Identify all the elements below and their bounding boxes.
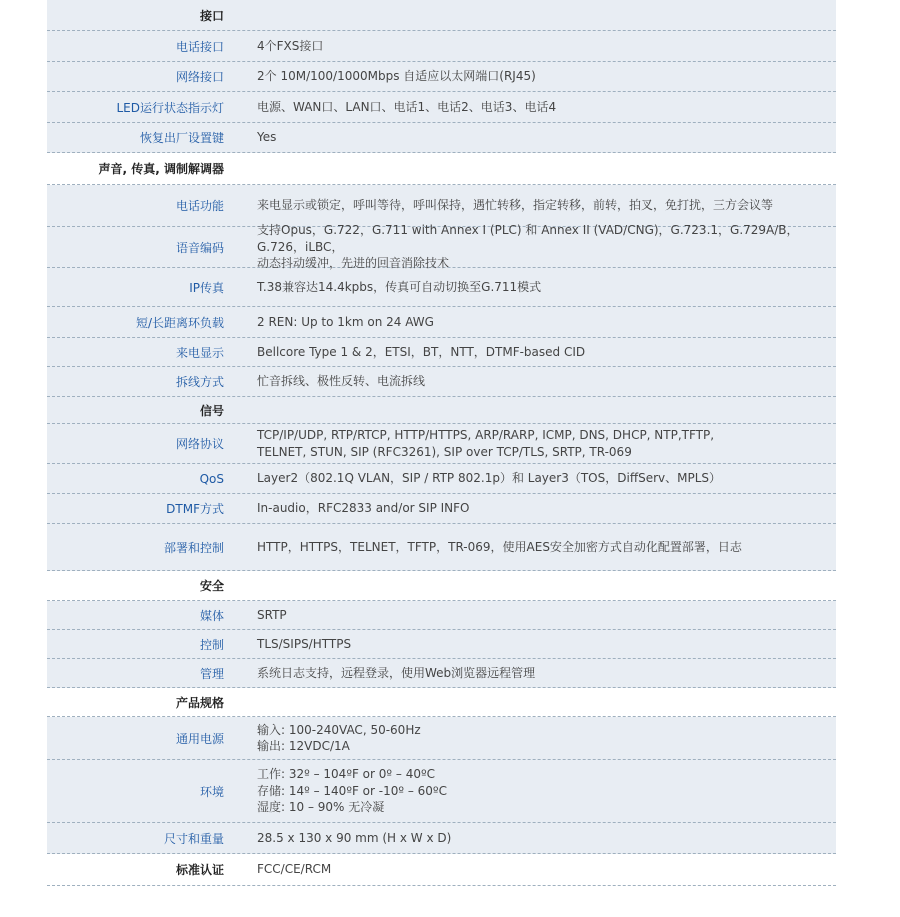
spec-value-line: TLS/SIPS/HTTPS [257, 636, 352, 651]
spec-value-line: T.38兼容达14.4kpbs，传真可自动切换至G.711模式 [257, 279, 542, 294]
spec-row [47, 717, 836, 760]
section-row [47, 0, 836, 31]
section-heading: 声音, 传真, 调制解调器 [98, 162, 224, 176]
spec-value [257, 373, 833, 390]
spec-value [257, 279, 833, 296]
spec-value-line: 28.5 x 130 x 90 mm (H x W x D) [257, 830, 452, 845]
spec-value [257, 99, 833, 116]
spec-label: QoS [199, 471, 224, 486]
spec-row [47, 185, 836, 227]
spec-label: 环境 [199, 784, 224, 799]
spec-value-line: 系统日志支持，远程登录，使用Web浏览器远程管理 [257, 665, 536, 680]
spec-label: 来电显示 [175, 345, 224, 360]
spec-row [47, 268, 836, 307]
section-row [47, 854, 836, 886]
section-heading: 产品规格 [175, 695, 224, 710]
spec-value [257, 861, 833, 878]
spec-value [257, 38, 833, 55]
spec-label: 管理 [199, 666, 224, 681]
spec-label: 部署和控制 [163, 540, 224, 555]
spec-label: 电话接口 [175, 39, 224, 54]
spec-label: 通用电源 [175, 731, 224, 746]
spec-value-line: 2个 10M/100/1000Mbps 自适应以太网端口(RJ45) [257, 69, 536, 84]
spec-table [47, 0, 836, 886]
spec-row [47, 424, 836, 464]
spec-value-line: 输入: 100-240VAC, 50-60Hz [257, 722, 421, 737]
spec-value [257, 129, 833, 146]
spec-value-line: 2 REN: Up to 1km on 24 AWG [257, 314, 434, 329]
spec-row [47, 367, 836, 397]
spec-label: DTMF方式 [166, 502, 224, 516]
spec-row [47, 62, 836, 92]
spec-label: 控制 [199, 637, 224, 652]
spec-value [257, 665, 833, 682]
spec-label: 电话功能 [175, 199, 224, 213]
spec-row [47, 630, 836, 659]
spec-value-line: 湿度: 10 – 90% 无冷凝 [257, 800, 385, 815]
section-heading: 接口 [199, 8, 224, 23]
spec-value [257, 222, 833, 272]
spec-value-line: 输出: 12VDC/1A [257, 739, 350, 753]
spec-value-line: TCP/IP/UDP, RTP/RTCP, HTTP/HTTPS, ARP/RARP, ICMP, DNS, DHCP, NTP,TFTP, [257, 428, 715, 442]
spec-row [47, 823, 836, 854]
spec-row [47, 524, 836, 571]
spec-value-line: 动态抖动缓冲，先进的回音消除技术 [257, 256, 450, 271]
spec-value-line: Layer2（802.1Q VLAN，SIP / RTP 802.1p）和 Layer3（TOS，DiffServ、MPLS） [257, 471, 722, 486]
spec-value-line: TELNET, STUN, SIP (RFC3261), SIP over TCP/TLS, SRTP, TR-069 [257, 444, 632, 459]
section-heading: 标准认证 [175, 863, 224, 877]
spec-value-line: 工作: 32º – 104ºF or 0º – 40ºC [257, 767, 435, 782]
spec-value [257, 539, 833, 556]
spec-value [257, 636, 833, 653]
spec-value-line: Bellcore Type 1 & 2，ETSI，BT，NTT，DTMF-based CID [257, 344, 586, 359]
section-heading: 安全 [199, 579, 224, 593]
spec-label: 尺寸和重量 [163, 831, 224, 846]
spec-row [47, 659, 836, 688]
spec-value-line: FCC/CE/RCM [257, 862, 332, 877]
spec-label: LED运行状态指示灯 [116, 100, 224, 115]
spec-label: IP传真 [189, 280, 224, 295]
spec-label: 网络接口 [175, 70, 224, 84]
spec-value [257, 470, 833, 487]
spec-value-line: 来电显示或锁定，呼叫等待，呼叫保持，遇忙转移，指定转移，前转，拍叉，免打扰，三方会议等 [257, 198, 774, 213]
spec-row [47, 338, 836, 367]
spec-label: 短/长距离环负载 [135, 315, 224, 330]
spec-value [257, 314, 833, 331]
spec-row [47, 123, 836, 153]
spec-row [47, 31, 836, 62]
spec-row [47, 494, 836, 524]
spec-value-line: 存储: 14º – 140ºF or -10º – 60ºC [257, 783, 447, 798]
spec-row [47, 464, 836, 494]
spec-value [257, 766, 833, 816]
spec-row [47, 223, 836, 271]
spec-value [257, 197, 833, 214]
spec-value-line: HTTP，HTTPS，TELNET，TFTP，TR-069，使用AES安全加密方式自动化配置部署，日志 [257, 539, 742, 554]
spec-value-line: 支持Opus，G.722，G.711 with Annex I (PLC) 和 Annex II (VAD/CNG)，G.723.1，G.729A/B，G.726，iLBC， [257, 223, 799, 254]
spec-value [257, 427, 833, 460]
spec-value-line: 电源、WAN口、LAN口、电话1、电话2、电话3、电话4 [257, 99, 557, 114]
spec-value [257, 344, 833, 361]
section-heading: 信号 [199, 403, 224, 418]
spec-label: 语音编码 [175, 240, 224, 255]
spec-value [257, 500, 833, 517]
spec-label: 网络协议 [175, 437, 224, 451]
section-row [47, 688, 836, 717]
spec-label: 恢复出厂设置键 [139, 131, 224, 145]
spec-value-line: 4个FXS接口 [257, 38, 324, 53]
spec-row [47, 760, 836, 823]
spec-row [47, 307, 836, 338]
spec-value-line: SRTP [257, 607, 287, 622]
spec-value-line: 忙音拆线、极性反转、电流拆线 [257, 374, 426, 389]
spec-row [47, 601, 836, 630]
section-row [47, 571, 836, 601]
spec-label: 拆线方式 [175, 375, 224, 389]
spec-value-line: Yes [257, 130, 277, 145]
spec-value [257, 722, 833, 755]
section-row [47, 153, 836, 185]
spec-value [257, 830, 833, 847]
spec-row [47, 92, 836, 123]
spec-value-line: In-audio，RFC2833 and/or SIP INFO [257, 501, 470, 516]
spec-label: 媒体 [199, 608, 224, 623]
section-row [47, 397, 836, 424]
spec-value [257, 607, 833, 624]
spec-value [257, 68, 833, 85]
